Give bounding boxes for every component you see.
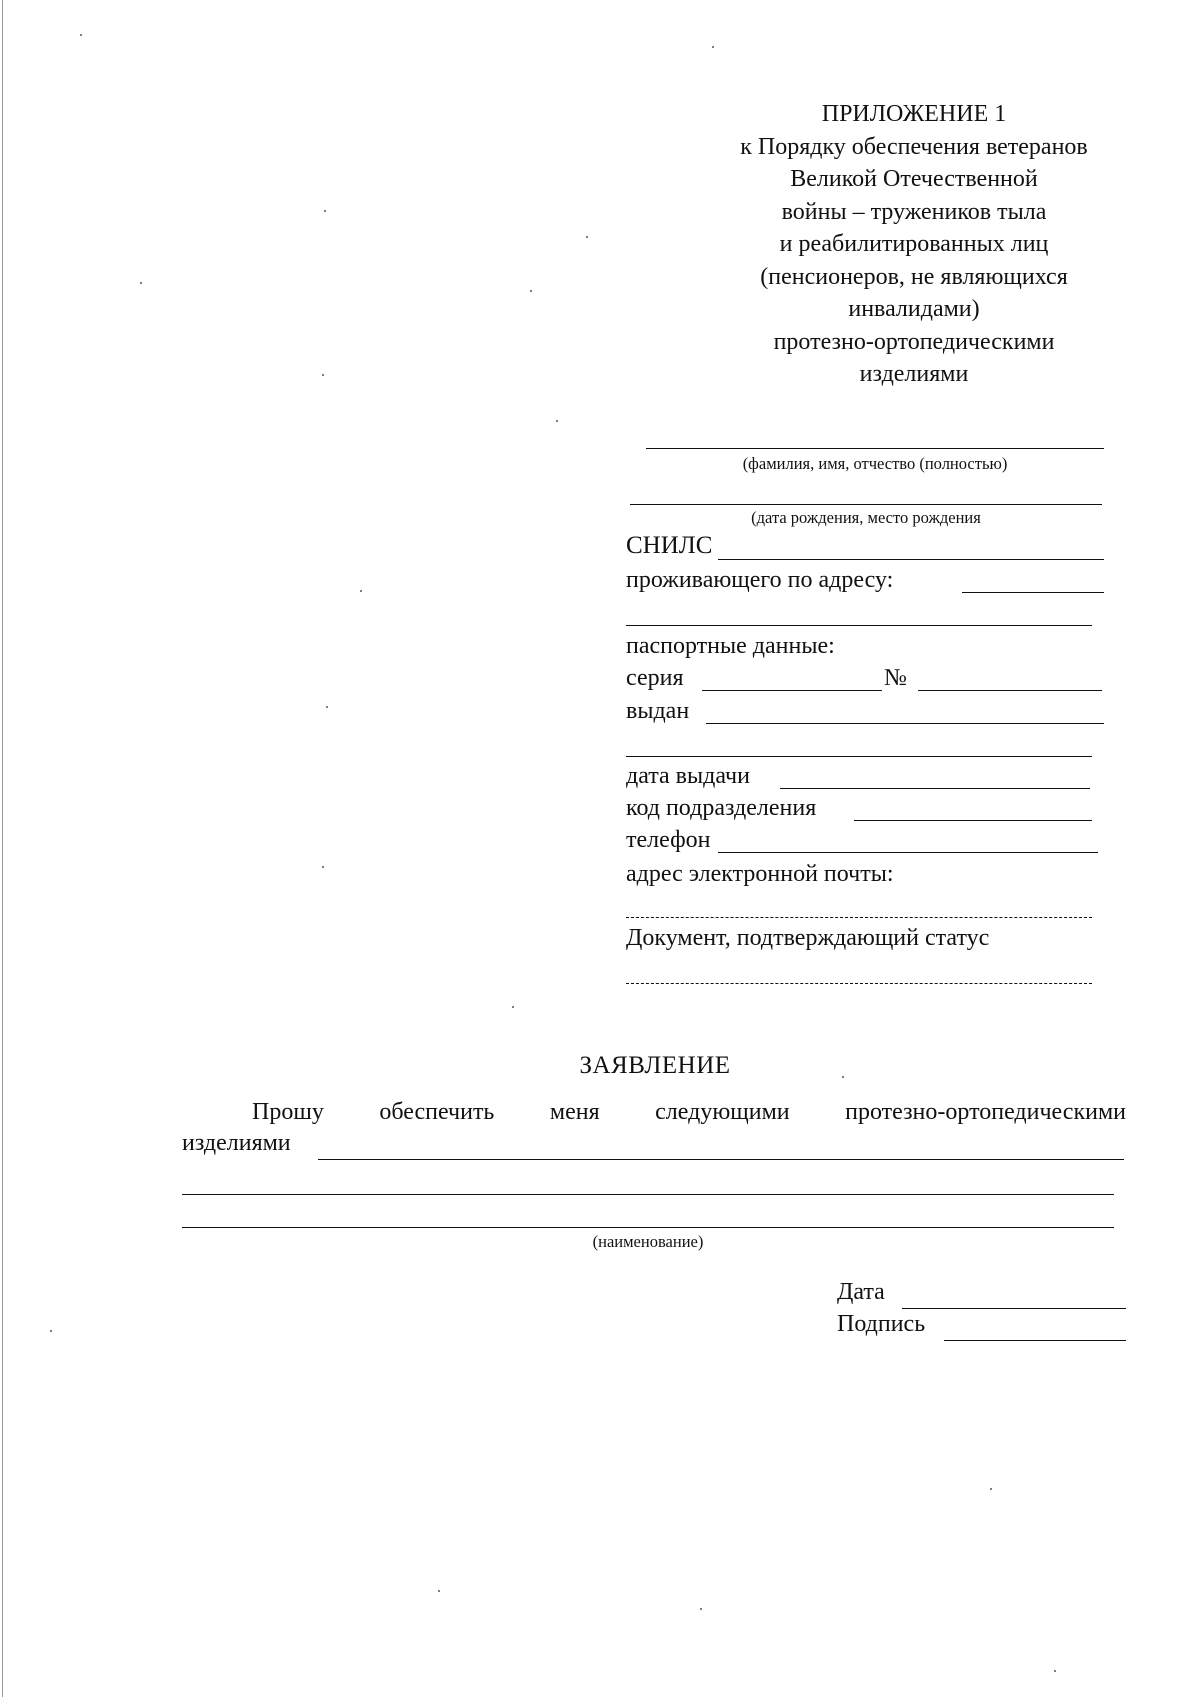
scan-speck (140, 282, 142, 284)
statement-text-cont: изделиями (182, 1130, 291, 1156)
division-code-label: код подразделения (626, 795, 817, 821)
products-line-3[interactable] (182, 1227, 1114, 1228)
page-edge (2, 0, 3, 1697)
fio-line[interactable] (646, 448, 1104, 449)
address-line-2[interactable] (626, 625, 1092, 626)
scan-speck (712, 46, 714, 48)
scan-speck (842, 1076, 844, 1078)
scan-speck (700, 1608, 702, 1610)
birth-line[interactable] (630, 504, 1102, 505)
scan-speck (360, 590, 362, 592)
scan-speck (50, 1330, 52, 1332)
series-line[interactable] (702, 690, 882, 691)
scan-speck (322, 866, 324, 868)
address-line[interactable] (962, 592, 1104, 593)
name-caption: (наименование) (592, 1232, 704, 1251)
issued-line[interactable] (706, 723, 1104, 724)
date-label: Дата (837, 1279, 885, 1305)
scan-speck (586, 236, 588, 238)
scan-speck (530, 290, 532, 292)
scan-speck (1054, 1670, 1056, 1672)
statement-title: ЗАЯВЛЕНИЕ (579, 1052, 731, 1079)
status-doc-label: Документ, подтверждающий статус (626, 925, 990, 951)
appendix-title: ПРИЛОЖЕНИЕ 1 (821, 101, 1007, 127)
division-code-line[interactable] (854, 820, 1092, 821)
products-line-1[interactable] (318, 1159, 1124, 1160)
appendix-line: к Порядку обеспечения ветеранов (740, 133, 1088, 160)
email-line[interactable] (626, 917, 1092, 918)
scan-speck (990, 1488, 992, 1490)
appendix-line: (пенсионеров, не являющихся (760, 263, 1068, 290)
signature-label: Подпись (837, 1311, 926, 1337)
scan-speck (80, 34, 82, 36)
scan-speck (512, 1006, 514, 1008)
scan-speck (438, 1590, 440, 1592)
date-line[interactable] (902, 1308, 1126, 1309)
birth-caption: (дата рождения, место рождения (751, 508, 981, 527)
products-line-2[interactable] (182, 1194, 1114, 1195)
appendix-line: Великой Отечественной (790, 166, 1038, 192)
appendix-line: войны – тружеников тыла (781, 198, 1047, 225)
fio-caption: (фамилия, имя, отчество (полностью) (742, 454, 1008, 473)
address-label: проживающего по адресу: (626, 567, 894, 593)
scan-speck (556, 420, 558, 422)
appendix-line: изделиями (859, 361, 969, 387)
snils-label: СНИЛС (626, 532, 713, 559)
signature-line[interactable] (944, 1340, 1126, 1341)
scan-speck (322, 374, 324, 376)
number-label: № (884, 665, 907, 691)
issued-label: выдан (626, 698, 690, 724)
appendix-header (700, 98, 1128, 391)
scan-speck (326, 706, 328, 708)
status-doc-line[interactable] (626, 983, 1092, 984)
appendix-line: инвалидами) (848, 296, 980, 322)
passport-label: паспортные данные: (626, 633, 835, 659)
phone-label: телефон (626, 827, 711, 853)
scan-speck (324, 210, 326, 212)
statement-text: Прошу обеспечить меня следующими протезно-ортопедическими (252, 1099, 1126, 1125)
issued-line-2[interactable] (626, 756, 1092, 757)
issue-date-label: дата выдачи (626, 763, 750, 789)
email-label: адрес электронной почты: (626, 861, 894, 887)
phone-line[interactable] (718, 852, 1098, 853)
series-label: серия (626, 665, 684, 691)
appendix-line: протезно-ортопедическими (773, 328, 1055, 355)
issue-date-line[interactable] (780, 788, 1090, 789)
appendix-line: и реабилитированных лиц (779, 231, 1049, 257)
number-line[interactable] (918, 690, 1102, 691)
snils-line[interactable] (718, 559, 1104, 560)
